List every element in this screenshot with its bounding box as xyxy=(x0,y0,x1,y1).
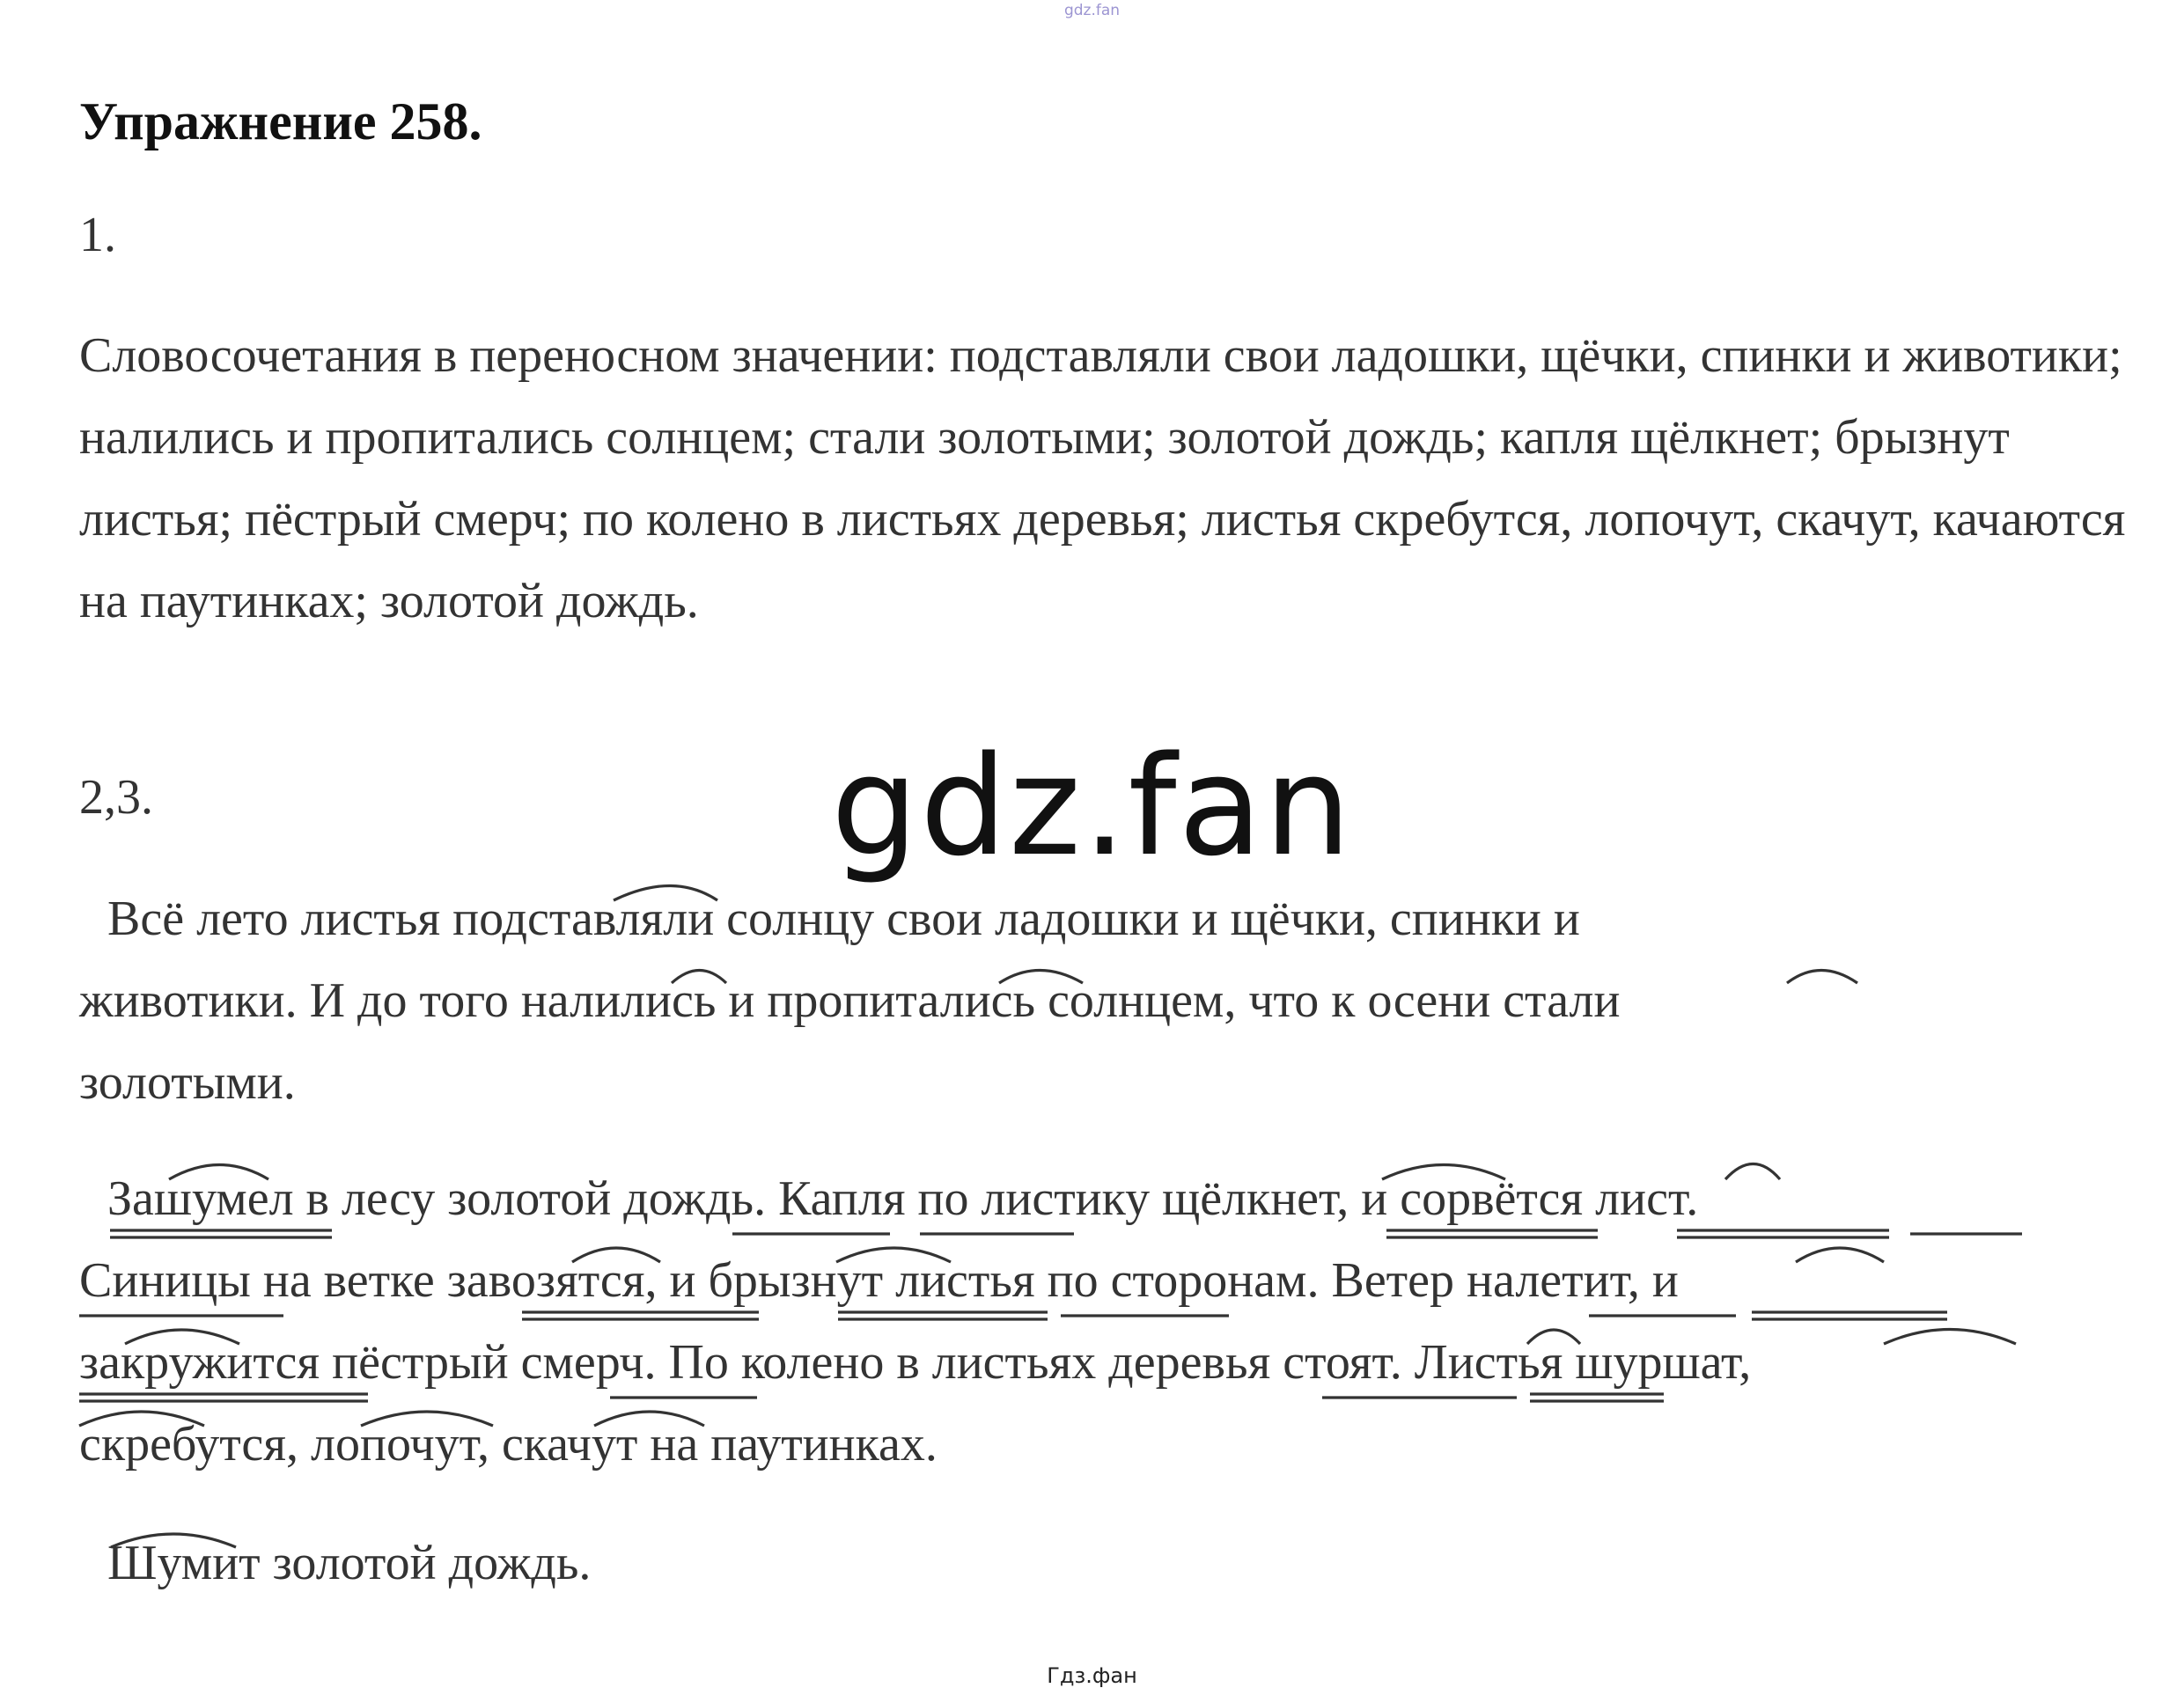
top-watermark: gdz.fan xyxy=(1063,2,1121,19)
exercise-title: Упражнение 258. xyxy=(79,92,482,150)
text-line: закружится пёстрый смерч. По колено в листьях деревья стоят. Листья шуршат, xyxy=(79,1335,1752,1390)
text-line: животики. И до того налились и пропитались солнцем, что к осени стали xyxy=(79,973,1621,1028)
text-line: золотыми. xyxy=(79,1055,296,1110)
section-number-2-3: 2,3. xyxy=(79,770,153,825)
text-paragraph-2 xyxy=(79,1158,2139,1486)
center-watermark: gdz.fan xyxy=(831,726,1353,886)
text-line: Зашумел в лесу золотой дождь. Капля по листику щёлкнет, и сорвётся лист. xyxy=(107,1171,1699,1226)
text-line: Всё лето листья подставляли солнцу свои ладошки и щёчки, спинки и xyxy=(107,892,1580,946)
figurative-phrases-paragraph: Словосочетания в переносном значении: подставляли свои ладошки, щёчки, спинки и животики; налились и пропитались солнцем; стали золотыми; золотой дождь; капля щёлкнет; брызнут листья; пёстрый смерч; по колено в листьях деревья; листья скребутся, лопочут, скачут, качаются на паутинках; золотой дождь. xyxy=(79,328,2126,628)
footer-caption: Гдз.фан xyxy=(1047,1663,1137,1688)
text-paragraph-3: Шумит золотой дождь. xyxy=(107,1536,592,1590)
text-line: скребутся, лопочут, скачут на паутинках. xyxy=(79,1417,938,1471)
text-paragraph-1 xyxy=(79,878,2139,1124)
section-number-1: 1. xyxy=(79,208,116,262)
text-line: Синицы на ветке завозятся, и брызнут листья по сторонам. Ветер налетит, и xyxy=(79,1253,1679,1308)
